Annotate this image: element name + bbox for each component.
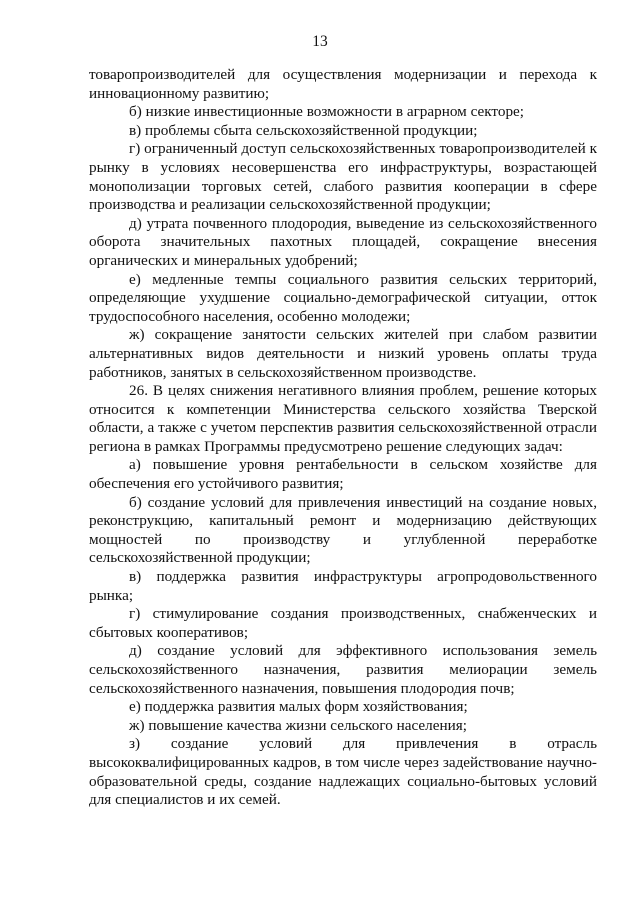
- task-z-qualified-staff: з) создание условий для привлечения в отрасль высококвалифицированных кадров, в том числе через задействование научно-образовательной среды, создание надлежащих социально-бытовых условий для специалистов и их семей.: [89, 735, 597, 809]
- list-item-b-low-investment: б) низкие инвестиционные возможности в аграрном секторе;: [129, 103, 524, 121]
- task-b-investment: б) создание условий для привлечения инвестиций на создание новых, реконструкцию, капитальный ремонт и модернизацию действующих мощностей по производству и углубленной переработке сельскохозяйственной продукции;: [89, 493, 597, 567]
- list-item-e-social-development: е) медленные темпы социального развития сельских территорий, определяющие ухудшение социально-демографической ситуации, отток трудоспособного населения, особенно молодежи;: [89, 270, 597, 325]
- list-item-d-soil-fertility: д) утрата почвенного плодородия, выведение из сельскохозяйственного оборота значительных пахотных площадей, сокращение внесения органических и минеральных удобрений;: [89, 214, 597, 269]
- task-e-small-farms: е) поддержка развития малых форм хозяйствования;: [129, 698, 468, 716]
- list-item-zh-employment: ж) сокращение занятости сельских жителей при слабом развитии альтернативных видов деятельности и низкий уровень оплаты труда работников, занятых в сельскохозяйственном производстве.: [89, 326, 597, 381]
- page-number: 13: [312, 33, 328, 50]
- body-text: [89, 66, 597, 810]
- paragraph-continuation: товаропроизводителей для осуществления модернизации и перехода к инновационному развитию;: [89, 66, 597, 102]
- task-a-profitability: а) повышение уровня рентабельности в сельском хозяйстве для обеспечения его устойчивого развития;: [89, 456, 597, 493]
- task-v-infrastructure: в) поддержка развития инфраструктуры агропродовольственного рынка;: [89, 568, 597, 604]
- task-d-land-use: д) создание условий для эффективного использования земель сельскохозяйственного назначения, развития мелиорации земель сельскохозяйственного назначения, повышения плодородия почв;: [89, 642, 597, 697]
- section-26-intro: 26. В целях снижения негативного влияния проблем, решение которых относится к компетенции Министерства сельского хозяйства Тверской области, а также с учетом перспектив развития сельскохозяйственной отрасли региона в рамках Программы предусмотрено решение следующих задач:: [89, 382, 597, 455]
- task-g-cooperatives: г) стимулирование создания производственных, снабженческих и сбытовых кооперативов;: [89, 605, 597, 641]
- list-item-g-market-access: г) ограниченный доступ сельскохозяйственных товаропроизводителей к рынку в условиях несовершенства его инфраструктуры, возрастающей монополизации торговых сетей, слабого развития кооперации в сфере производства и реализации сельскохозяйственной продукции;: [89, 140, 597, 214]
- task-zh-quality-of-life: ж) повышение качества жизни сельского населения;: [129, 716, 467, 734]
- list-item-v-sales-problems: в) проблемы сбыта сельскохозяйственной продукции;: [129, 121, 478, 139]
